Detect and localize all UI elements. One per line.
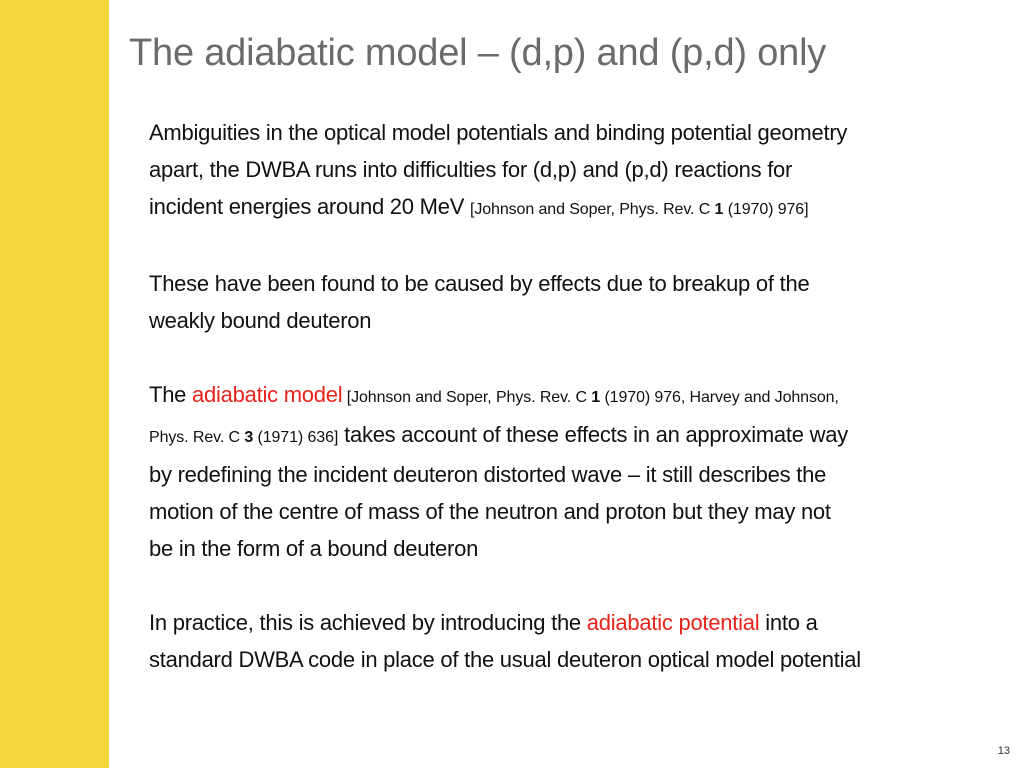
slide-title: The adiabatic model – (d,p) and (p,d) only bbox=[129, 32, 827, 74]
paragraph-line: apart, the DWBA runs into difficulties for (d,p) and (p,d) reactions for bbox=[149, 157, 793, 182]
citation-volume: 1 bbox=[591, 389, 601, 406]
citation-volume: 1 bbox=[714, 201, 724, 218]
slide-body bbox=[149, 114, 1009, 678]
paragraph-text: into a bbox=[759, 610, 818, 635]
highlight-term: adiabatic potential bbox=[586, 610, 760, 635]
citation-volume: 3 bbox=[244, 429, 254, 446]
paragraph-ambiguities bbox=[149, 114, 1009, 228]
citation-text: (1970) 976] bbox=[723, 201, 809, 218]
paragraph-line: standard DWBA code in place of the usual deuteron optical model potential bbox=[149, 647, 861, 672]
paragraph-adiabatic-model bbox=[149, 376, 1009, 567]
paragraph-line: weakly bound deuteron bbox=[149, 308, 372, 333]
paragraph-in-practice bbox=[149, 604, 1009, 678]
citation-text: (1970) 976, Harvey and Johnson, bbox=[600, 389, 839, 406]
paragraph-line: motion of the centre of mass of the neutron and proton but they may not bbox=[149, 499, 831, 524]
page-number: 13 bbox=[997, 745, 1010, 757]
paragraph-breakup bbox=[149, 265, 1009, 339]
paragraph-text: In practice, this is achieved by introducing the bbox=[149, 610, 587, 635]
paragraph-line bbox=[149, 188, 1009, 228]
accent-sidebar bbox=[0, 0, 109, 768]
paragraph-line bbox=[149, 604, 1009, 641]
paragraph-text: The bbox=[149, 382, 193, 407]
paragraph-line bbox=[149, 376, 1009, 416]
highlight-term: adiabatic model bbox=[192, 382, 343, 407]
citation-text: [Johnson and Soper, Phys. Rev. C bbox=[342, 389, 592, 406]
paragraph-line bbox=[149, 416, 1009, 456]
citation-text: [Johnson and Soper, Phys. Rev. C bbox=[470, 201, 715, 218]
citation-text: (1971) 636] bbox=[253, 429, 339, 446]
paragraph-line: Ambiguities in the optical model potentials and binding potential geometry bbox=[149, 120, 848, 145]
citation bbox=[342, 389, 838, 406]
paragraph-line: be in the form of a bound deuteron bbox=[149, 536, 479, 561]
paragraph-text: takes account of these effects in an approximate way bbox=[338, 422, 848, 447]
citation bbox=[149, 429, 338, 446]
paragraph-line: by redefining the incident deuteron distorted wave – it still describes the bbox=[149, 462, 827, 487]
paragraph-line: These have been found to be caused by effects due to breakup of the bbox=[149, 271, 810, 296]
paragraph-text: incident energies around 20 MeV bbox=[149, 194, 470, 219]
citation bbox=[470, 201, 808, 218]
citation-text: Phys. Rev. C bbox=[149, 429, 245, 446]
